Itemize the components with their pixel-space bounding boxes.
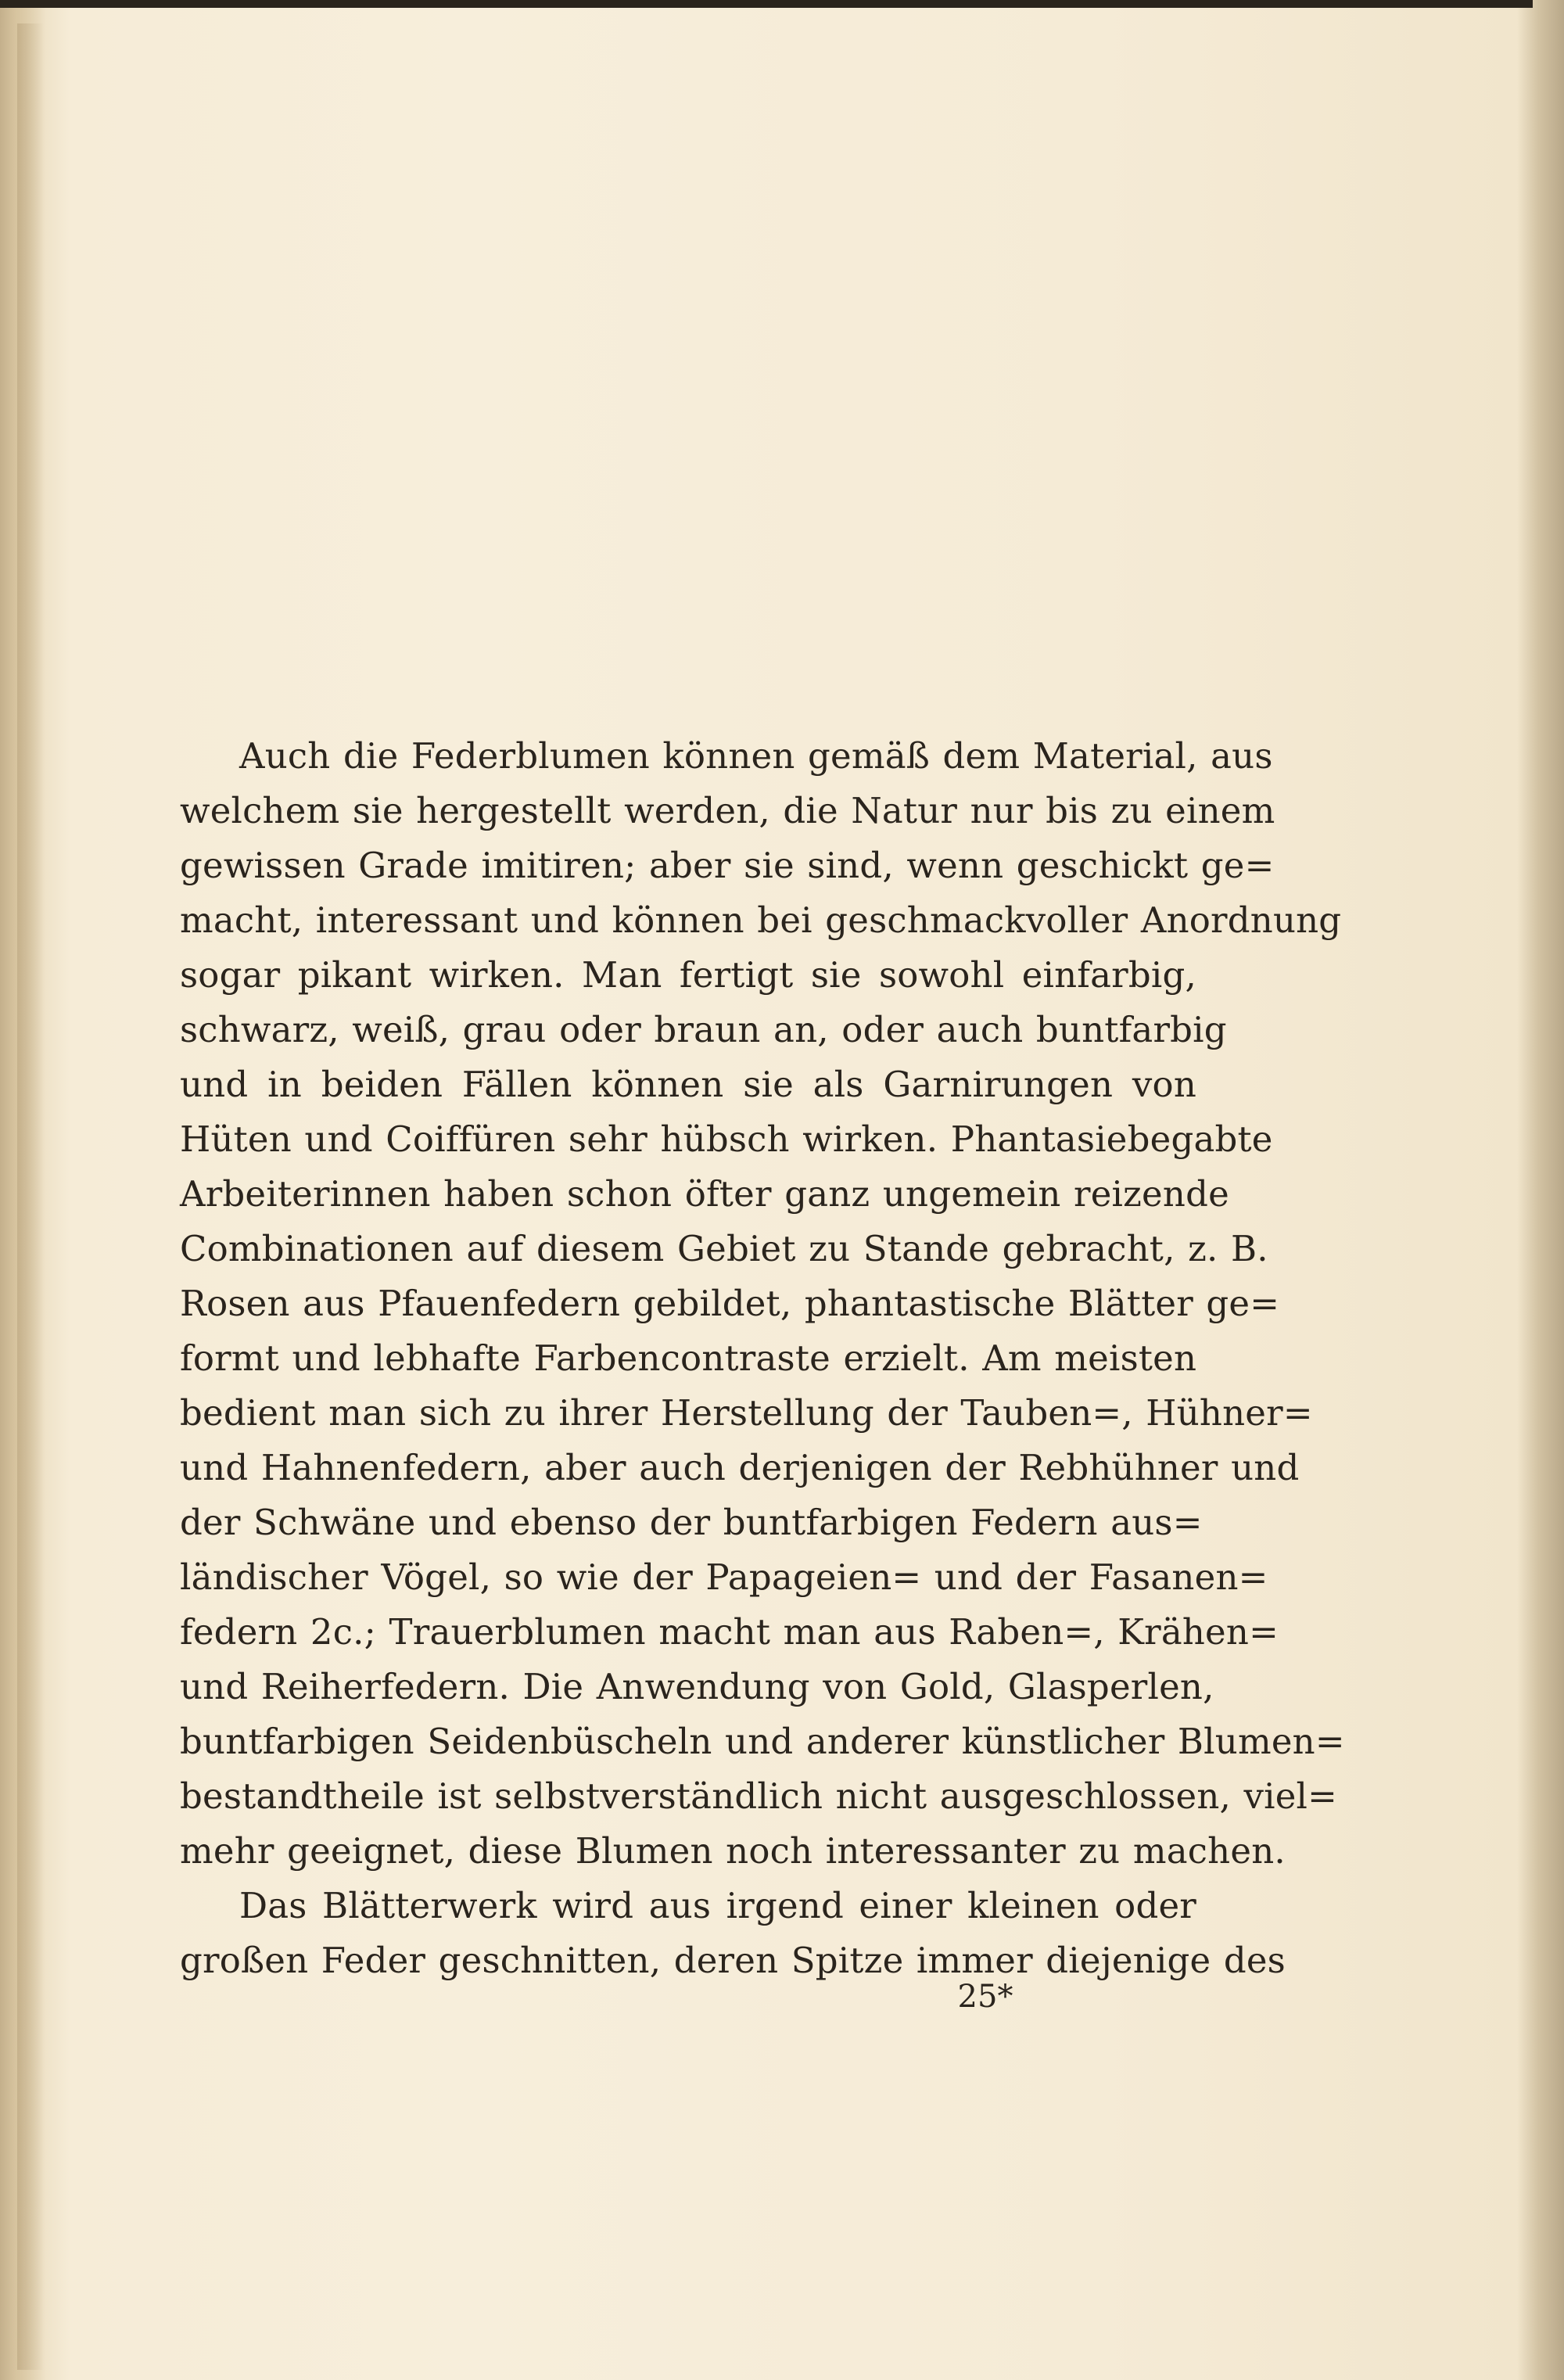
page-number: 25* xyxy=(957,1979,1013,2015)
text-line: und Hahnenfedern, aber auch derjenigen der Rebhühner und xyxy=(180,1447,1300,1488)
text-line: der Schwäne und ebenso der buntfarbigen Federn aus= xyxy=(180,1502,1203,1543)
text-line: sogar pikant wirken. Man fertigt sie sowohl einfarbig, xyxy=(180,954,1196,996)
gutter-shadow xyxy=(17,23,44,2370)
text-line: Combinationen auf diesem Gebiet zu Stande gebracht, z. B. xyxy=(180,1228,1268,1269)
text-line: Das Blätterwerk wird aus irgend einer kleinen oder xyxy=(239,1885,1196,1926)
top-dark-border xyxy=(0,0,1533,8)
text-line: mehr geeignet, diese Blumen noch interessanter zu machen. xyxy=(180,1830,1286,1872)
text-line: ländischer Vögel, so wie der Papageien= und der Fasanen= xyxy=(180,1556,1268,1598)
text-line: bedient man sich zu ihrer Herstellung der Tauben=, Hühner= xyxy=(180,1392,1313,1434)
text-line: Hüten und Coiffüren sehr hübsch wirken. Phantasiebegabte xyxy=(180,1118,1273,1160)
text-line: macht, interessant und können bei geschmackvoller Anordnung xyxy=(180,899,1342,941)
text-line: Rosen aus Pfauenfedern gebildet, phantastische Blätter ge= xyxy=(180,1283,1280,1324)
text-line: formt und lebhafte Farbencontraste erzielt. Am meisten xyxy=(180,1337,1197,1379)
text-line: bestandtheile ist selbstverständlich nicht ausgeschlossen, viel= xyxy=(180,1775,1338,1817)
right-page-edge xyxy=(1517,0,1564,2380)
text-line: federn 2c.; Trauerblumen macht man aus Raben=, Krähen= xyxy=(180,1611,1279,1653)
text-line: Auch die Federblumen können gemäß dem Material, aus xyxy=(239,735,1273,777)
text-line: Arbeiterinnen haben schon öfter ganz ungemein reizende xyxy=(180,1173,1229,1215)
text-line: gewissen Grade imitiren; aber sie sind, wenn geschickt ge= xyxy=(180,845,1275,886)
text-line: und in beiden Fällen können sie als Garnirungen von xyxy=(180,1064,1196,1105)
text-line: buntfarbigen Seidenbüscheln und anderer künstlicher Blumen= xyxy=(180,1721,1345,1762)
text-line: schwarz, weiß, grau oder braun an, oder auch buntfarbig xyxy=(180,1009,1227,1050)
text-line: großen Feder geschnitten, deren Spitze immer diejenige des xyxy=(180,1940,1286,1981)
body-text xyxy=(180,729,1345,1988)
text-line: und Reiherfedern. Die Anwendung von Gold, Glasperlen, xyxy=(180,1666,1214,1707)
text-line: welchem sie hergestellt werden, die Natur nur bis zu einem xyxy=(180,790,1275,831)
